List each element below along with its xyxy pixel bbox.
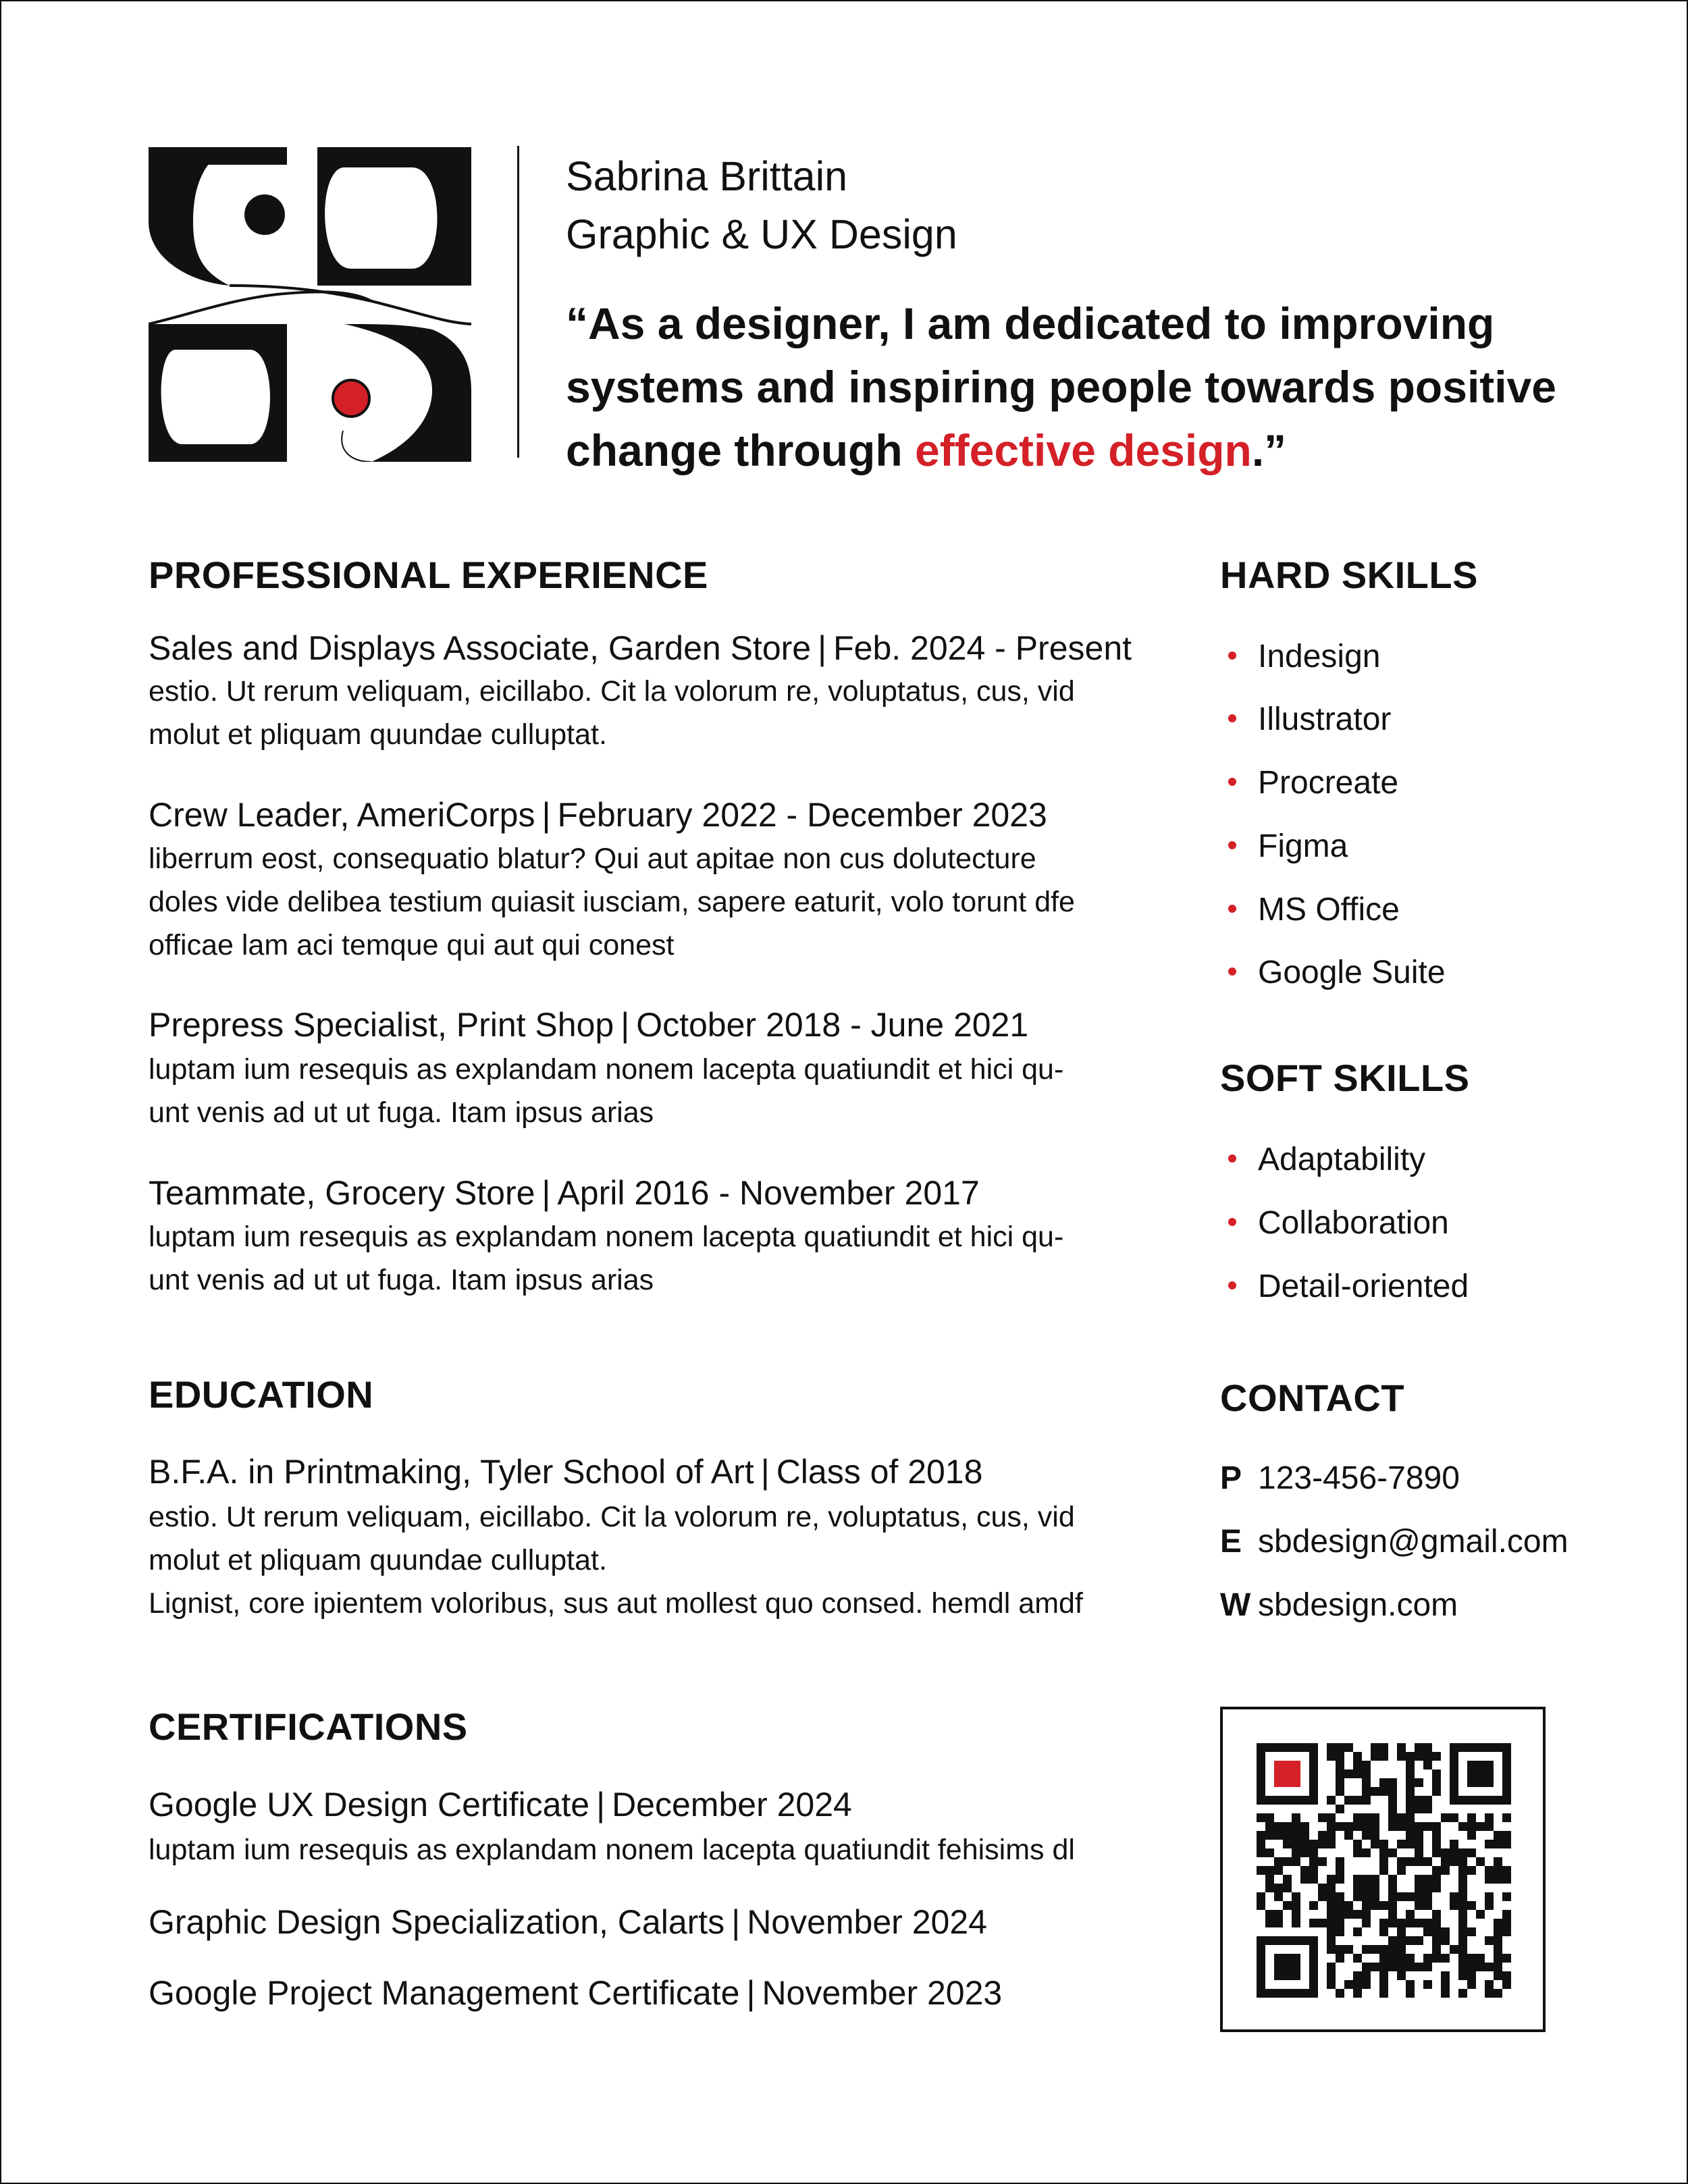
contact-email[interactable]: E sbdesign@gmail.com — [1220, 1524, 1568, 1560]
hard-skill-item: Illustrator — [1224, 699, 1391, 740]
quote-accent-text: effective design — [914, 425, 1252, 475]
job-1-desc: estio. Ut rerum veliquam, eicillabo. Cit la volorum re, voluptatus, cus, vid molut et pliquam quundae culluptat. — [149, 675, 1075, 751]
bullet-icon — [1228, 1218, 1236, 1226]
education-heading: EDUCATION — [149, 1373, 374, 1416]
education-desc: estio. Ut rerum veliquam, eicillabo. Cit la volorum re, voluptatus, cus, vid molut et pliquam quundae culluptat. Lignist, core ipientem voloribus, sus aut mollest quo consed. hemdl amdf — [149, 1501, 1083, 1620]
job-2-desc: liberrum eost, consequatio blatur? Qui aut apitae non cus dolutecture doles vide delibea testium quiasit iusciam, sapere eaturit, volo torunt dfe officae lam aci temque qui aut qui conest — [149, 843, 1075, 961]
soft-skill-item: Detail-oriented — [1224, 1267, 1469, 1307]
hard-skill-item: Figma — [1224, 826, 1348, 867]
cert-2-title: Graphic Design Specialization, Calarts | November 2024 — [149, 1903, 987, 1941]
hard-skill-item: Google Suite — [1224, 953, 1446, 993]
bullet-icon — [1228, 714, 1236, 722]
hard-skill-item: Procreate — [1224, 763, 1398, 803]
bullet-icon — [1228, 778, 1236, 786]
hard-skill-item: Indesign — [1224, 637, 1380, 677]
mission-quote — [566, 292, 1619, 482]
job-4-desc: luptam ium resequis as explandam nonem lacepta quatiundit et hici qu- unt venis ad ut ut fuga. Itam ipsus arias — [149, 1221, 1064, 1296]
quote-text-end: .” — [1251, 425, 1287, 475]
quote-text-start: “As a designer, I am dedicated to improving systems and inspiring people towards positive change through — [566, 298, 1557, 475]
sb-monogram-logo — [149, 147, 471, 462]
job-4-title: Teammate, Grocery Store | April 2016 - November 2017 — [149, 1174, 980, 1212]
bullet-icon — [1228, 905, 1236, 913]
hard-skills-heading: HARD SKILLS — [1220, 554, 1478, 596]
hard-skill-item: MS Office — [1224, 890, 1400, 930]
certifications-heading: CERTIFICATIONS — [149, 1705, 468, 1748]
qr-code-icon — [1223, 1709, 1543, 2029]
person-role: Graphic & UX Design — [566, 211, 957, 257]
qr-code-frame[interactable] — [1220, 1707, 1546, 2032]
job-3-desc: luptam ium resequis as explandam nonem lacepta quatiundit et hici qu- unt venis ad ut ut fuga. Itam ipsus arias — [149, 1053, 1064, 1129]
contact-phone: P 123-456-7890 — [1220, 1460, 1460, 1496]
soft-skill-item: Adaptability — [1224, 1140, 1425, 1180]
header-divider — [517, 146, 519, 458]
soft-skills-heading: SOFT SKILLS — [1220, 1057, 1470, 1099]
bullet-icon — [1228, 1154, 1236, 1163]
cert-1-desc: luptam ium resequis as explandam nonem lacepta quatiundit fehisims dl — [149, 1834, 1075, 1866]
cert-1-title: Google UX Design Certificate | December 2024 — [149, 1786, 852, 1823]
soft-skill-item: Collaboration — [1224, 1203, 1449, 1244]
person-name: Sabrina Brittain — [566, 153, 848, 199]
experience-heading: PROFESSIONAL EXPERIENCE — [149, 554, 708, 596]
contact-website[interactable]: W sbdesign.com — [1220, 1587, 1458, 1623]
bullet-icon — [1228, 1281, 1236, 1289]
job-3-title: Prepress Specialist, Print Shop | October 2018 - June 2021 — [149, 1006, 1029, 1044]
job-1-title: Sales and Displays Associate, Garden Store | Feb. 2024 - Present — [149, 629, 1132, 667]
bullet-icon — [1228, 967, 1236, 976]
job-2-title: Crew Leader, AmeriCorps | February 2022 - December 2023 — [149, 796, 1047, 834]
bullet-icon — [1228, 651, 1236, 660]
education-title: B.F.A. in Printmaking, Tyler School of Art | Class of 2018 — [149, 1453, 983, 1491]
contact-heading: CONTACT — [1220, 1377, 1405, 1419]
bullet-icon — [1228, 841, 1236, 849]
cert-3-title: Google Project Management Certificate | November 2023 — [149, 1974, 1003, 2012]
